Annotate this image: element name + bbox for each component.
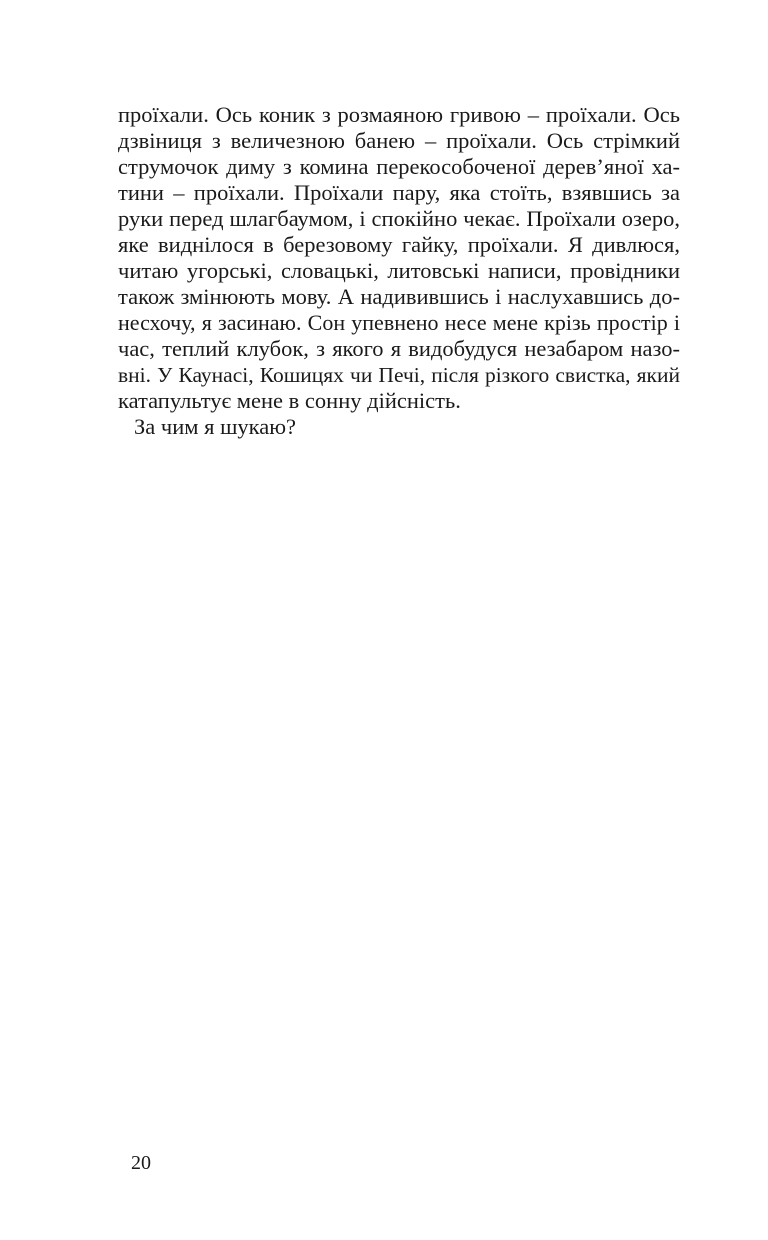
text-line: читаю угорські, словацькі, литовські написи, провідники [118,258,680,283]
text-line: тини – проїхали. Проїхали пару, яка стоїть, взявшись за [118,180,680,205]
text-line: проїхали. Ось коник з розмаяною гривою – проїхали. Ось [118,102,680,127]
page-number: 20 [131,1152,151,1174]
text-line: час, теплий клубок, з якого я видобудуся незабаром назо- [118,336,680,361]
text-line: несхочу, я засинаю. Сон упевнено несе мене крізь простір і [118,310,680,335]
text-line: струмочок диму з комина перекособоченої дерев’яної ха- [118,154,680,179]
body-text [118,102,680,440]
text-line: також змінюють мову. А надивившись і наслухавшись до- [118,284,680,309]
text-line: яке виднілося в березовому гайку, проїхали. Я дивлюся, [118,232,680,257]
text-line: вні. У Каунасі, Кошицях чи Печі, після різкого свистка, який [118,363,680,387]
paragraph-question: За чим я шукаю? [134,414,297,439]
text-line: дзвіниця з величезною банею – проїхали. Ось стрімкий [118,128,680,153]
text-line: катапультує мене в сонну дійсність. [118,388,461,413]
text-line: руки перед шлагбаумом, і спокійно чекає. Проїхали озеро, [118,206,680,231]
